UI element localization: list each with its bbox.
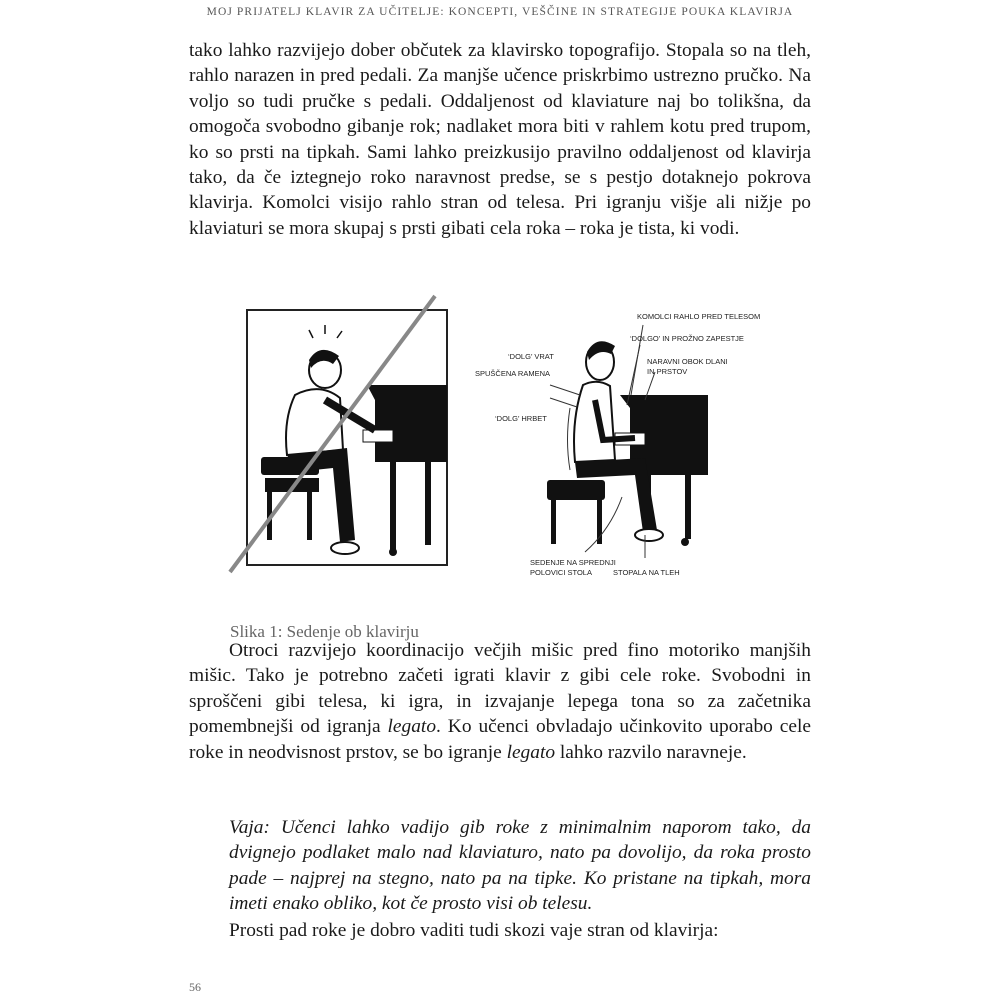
label-back: ‘DOLG’ HRBET	[495, 414, 547, 423]
paragraph-coordination	[189, 638, 811, 765]
exercise-text: Vaja: Učenci lahko vadijo gib roke z minimalnim naporom tako, da dvignejo podlaket malo nad klaviaturo, nato pa dovolijo, da roka prosto pade – najprej na stegno, nato pa na tipke. Ko pristane na tipkah, mora imeti enako obliko, kot če prosto visi ob telesu.	[229, 817, 811, 915]
incorrect-posture-illustration	[230, 296, 447, 572]
label-feet: STOPALA NA TLEH	[613, 568, 680, 577]
paragraph-text: tako lahko razvijejo dober občutek za klavirsko topografijo. Stopala so na tleh, rahlo narazen in pred pedali. Za manjše učence priskrbimo ustrezno pručko. Na voljo so tudi pručke s pedali. Oddaljenost od klaviature naj bo tolikšna, da omogoča svobodno gibanje rok; nadlaket mora biti v rahlem kotu pred trupom, ko so prsti na tipkah. Sami lahko preizkusijo pravilno oddaljenost od klavirja tako, da če iztegnejo roko naravnost predse, se s pestjo dotaknejo pokrova klavirja. Komolci visijo rahlo stran od telesa. Pri igranju višje ali nižje po klaviaturi se mora skupaj s prsti gibati cela roka – roka je tista, ki vodi.	[189, 40, 811, 239]
label-sitting-1: SEDENJE NA SPREDNJI	[530, 558, 616, 567]
label-elbows: KOMOLCI RAHLO PRED TELESOM	[637, 312, 761, 321]
paragraph-text	[189, 638, 811, 765]
paragraph-seating	[189, 38, 811, 241]
text-run: lahko razvilo naravneje.	[555, 741, 747, 763]
running-head: MOJ PRIJATELJ KLAVIR ZA UČITELJE: KONCEPTI, VEŠČINE IN STRATEGIJE POUKA KLAVIRJA	[206, 6, 794, 18]
text-run: Otroci razvijejo koordinacijo večjih mišic pred fino motoriko manjših mišic. Tako je potrebno začeti igrati klavir z gibi cele roke. Svobodni in sproščeni gibi telesa, ki igra, in izvajanje lepega tona so za začetnika pomembnejši od igranja	[189, 640, 811, 738]
label-palm-1: NARAVNI OBOK DLANI	[647, 357, 728, 366]
label-shoulders: SPUŠČENA RAMENA	[475, 369, 551, 378]
label-palm-2: IN PRSTOV	[647, 367, 688, 376]
figure-caption: Slika 1: Sedenje ob klavirju	[230, 622, 419, 641]
label-wrist: ‘DOLGO’ IN PROŽNO ZAPESTJE	[630, 334, 744, 343]
figure-seating-at-piano	[225, 290, 765, 590]
text-run: . Ko učenci obvladajo učinkovito uporabo cele roke in neodvisnost prstov, se bo igranje	[189, 716, 811, 763]
paragraph-text: Prosti pad roke je dobro vaditi tudi skozi vaje stran od klavirja:	[229, 920, 719, 941]
emphasis-legato: legato	[387, 716, 437, 738]
label-sitting-2: POLOVICI STOLA	[530, 568, 592, 577]
emphasis-legato: legato	[506, 741, 556, 763]
page-number: 56	[189, 980, 201, 994]
label-neck: ‘DOLG’ VRAT	[508, 352, 554, 361]
paragraph-arm-drop	[229, 918, 811, 943]
exercise-block	[229, 815, 811, 917]
